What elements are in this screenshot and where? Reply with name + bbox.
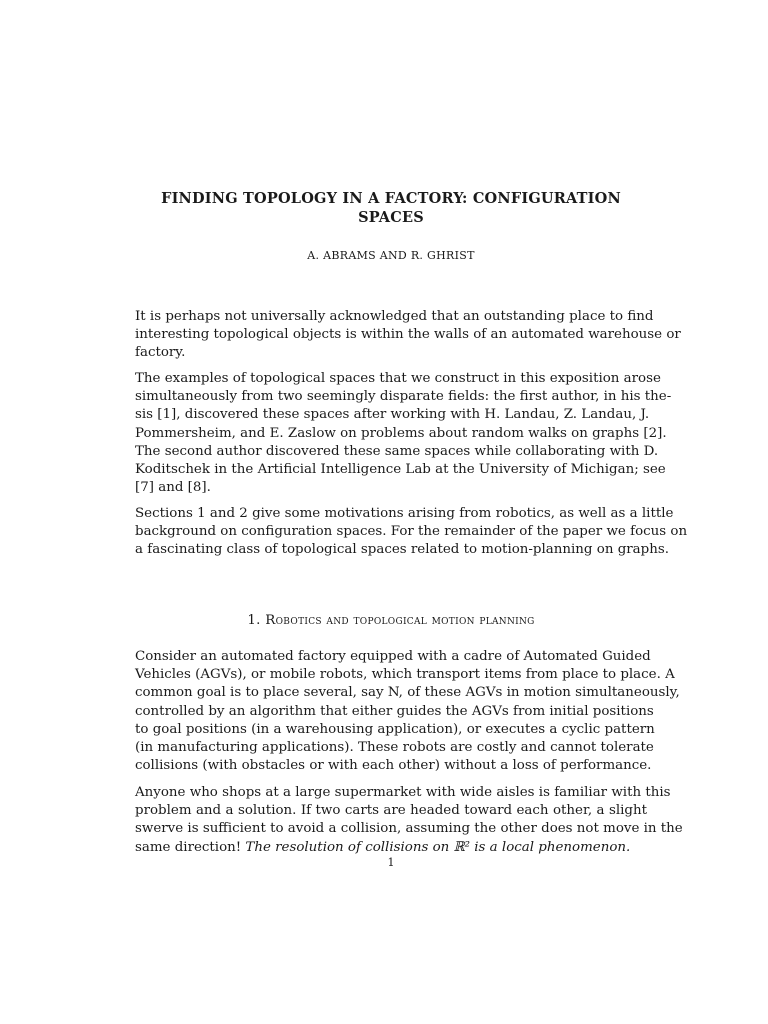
text-line: Pommersheim, and E. Zaslow on problems about random walks on graphs [2]. [135,425,667,441]
text-line: Vehicles (AGVs), or mobile robots, which transport items from place to place. A [135,667,675,683]
section1-paragraph-1 [135,648,680,775]
text-line: It is perhaps not universally acknowledged that an outstanding place to find [135,309,654,324]
emphasis-text: The resolution of collisions on ℝ² is a local phenomenon. [245,839,631,855]
text-line: swerve is sufficient to avoid a collision, assuming the other does not move in the [135,821,683,837]
paper-authors: A. ABRAMS AND R. GHRIST [307,249,475,262]
paper-title [135,189,647,227]
text-run: same direction! [135,839,246,855]
text-line: The second author discovered these same spaces while collaborating with D. [135,443,659,459]
text-line: a fascinating class of topological spaces related to motion-planning on graphs. [135,542,669,558]
text-line: problem and a solution. If two carts are headed toward each other, a slight [135,803,647,819]
text-line: collisions (with obstacles or with each other) without a loss of performance. [135,758,652,774]
text-line: Sections 1 and 2 give some motivations arising from robotics, as well as a little [135,506,674,521]
text-line: Anyone who shops at a large supermarket with wide aisles is familiar with this [135,785,671,800]
text-line: interesting topological objects is within the walls of an automated warehouse or [135,327,681,343]
title-line-2: SPACES [358,209,424,226]
text-line: sis [1], discovered these spaces after working with H. Landau, Z. Landau, J. [135,407,650,423]
text-line: controlled by an algorithm that either guides the AGVs from initial positions [135,703,654,719]
text-line: Koditschek in the Artificial Intelligence Lab at the University of Michigan; see [135,462,666,478]
text-line [135,839,647,857]
text-line: background on configuration spaces. For the remainder of the paper we focus on [135,524,688,540]
text-line: [7] and [8]. [135,480,211,496]
paper-page [135,0,688,1024]
page-number: 1 [387,856,395,869]
text-line: Consider an automated factory equipped with a cadre of Automated Guided [135,649,651,664]
text-line: to goal positions (in a warehousing application), or executes a cyclic pattern [135,721,655,737]
text-line: (in manufacturing applications). These robots are costly and cannot tolerate [135,740,654,756]
intro-paragraph-1 [135,308,681,363]
text-line: The examples of topological spaces that we construct in this exposition arose [135,371,661,386]
section1-paragraph-2 [135,784,683,857]
text-line: common goal is to place several, say N, of these AGVs in motion simultaneously, [135,685,680,701]
text-line: factory. [135,345,186,361]
text-line: simultaneously from two seemingly disparate fields: the first author, in his the- [135,389,672,405]
section-heading: 1. Robotics and topological motion planning [247,613,535,628]
title-line-1: FINDING TOPOLOGY IN A FACTORY: CONFIGURATION [161,190,621,207]
intro-paragraph-3 [135,505,688,560]
intro-paragraph-2 [135,370,672,497]
